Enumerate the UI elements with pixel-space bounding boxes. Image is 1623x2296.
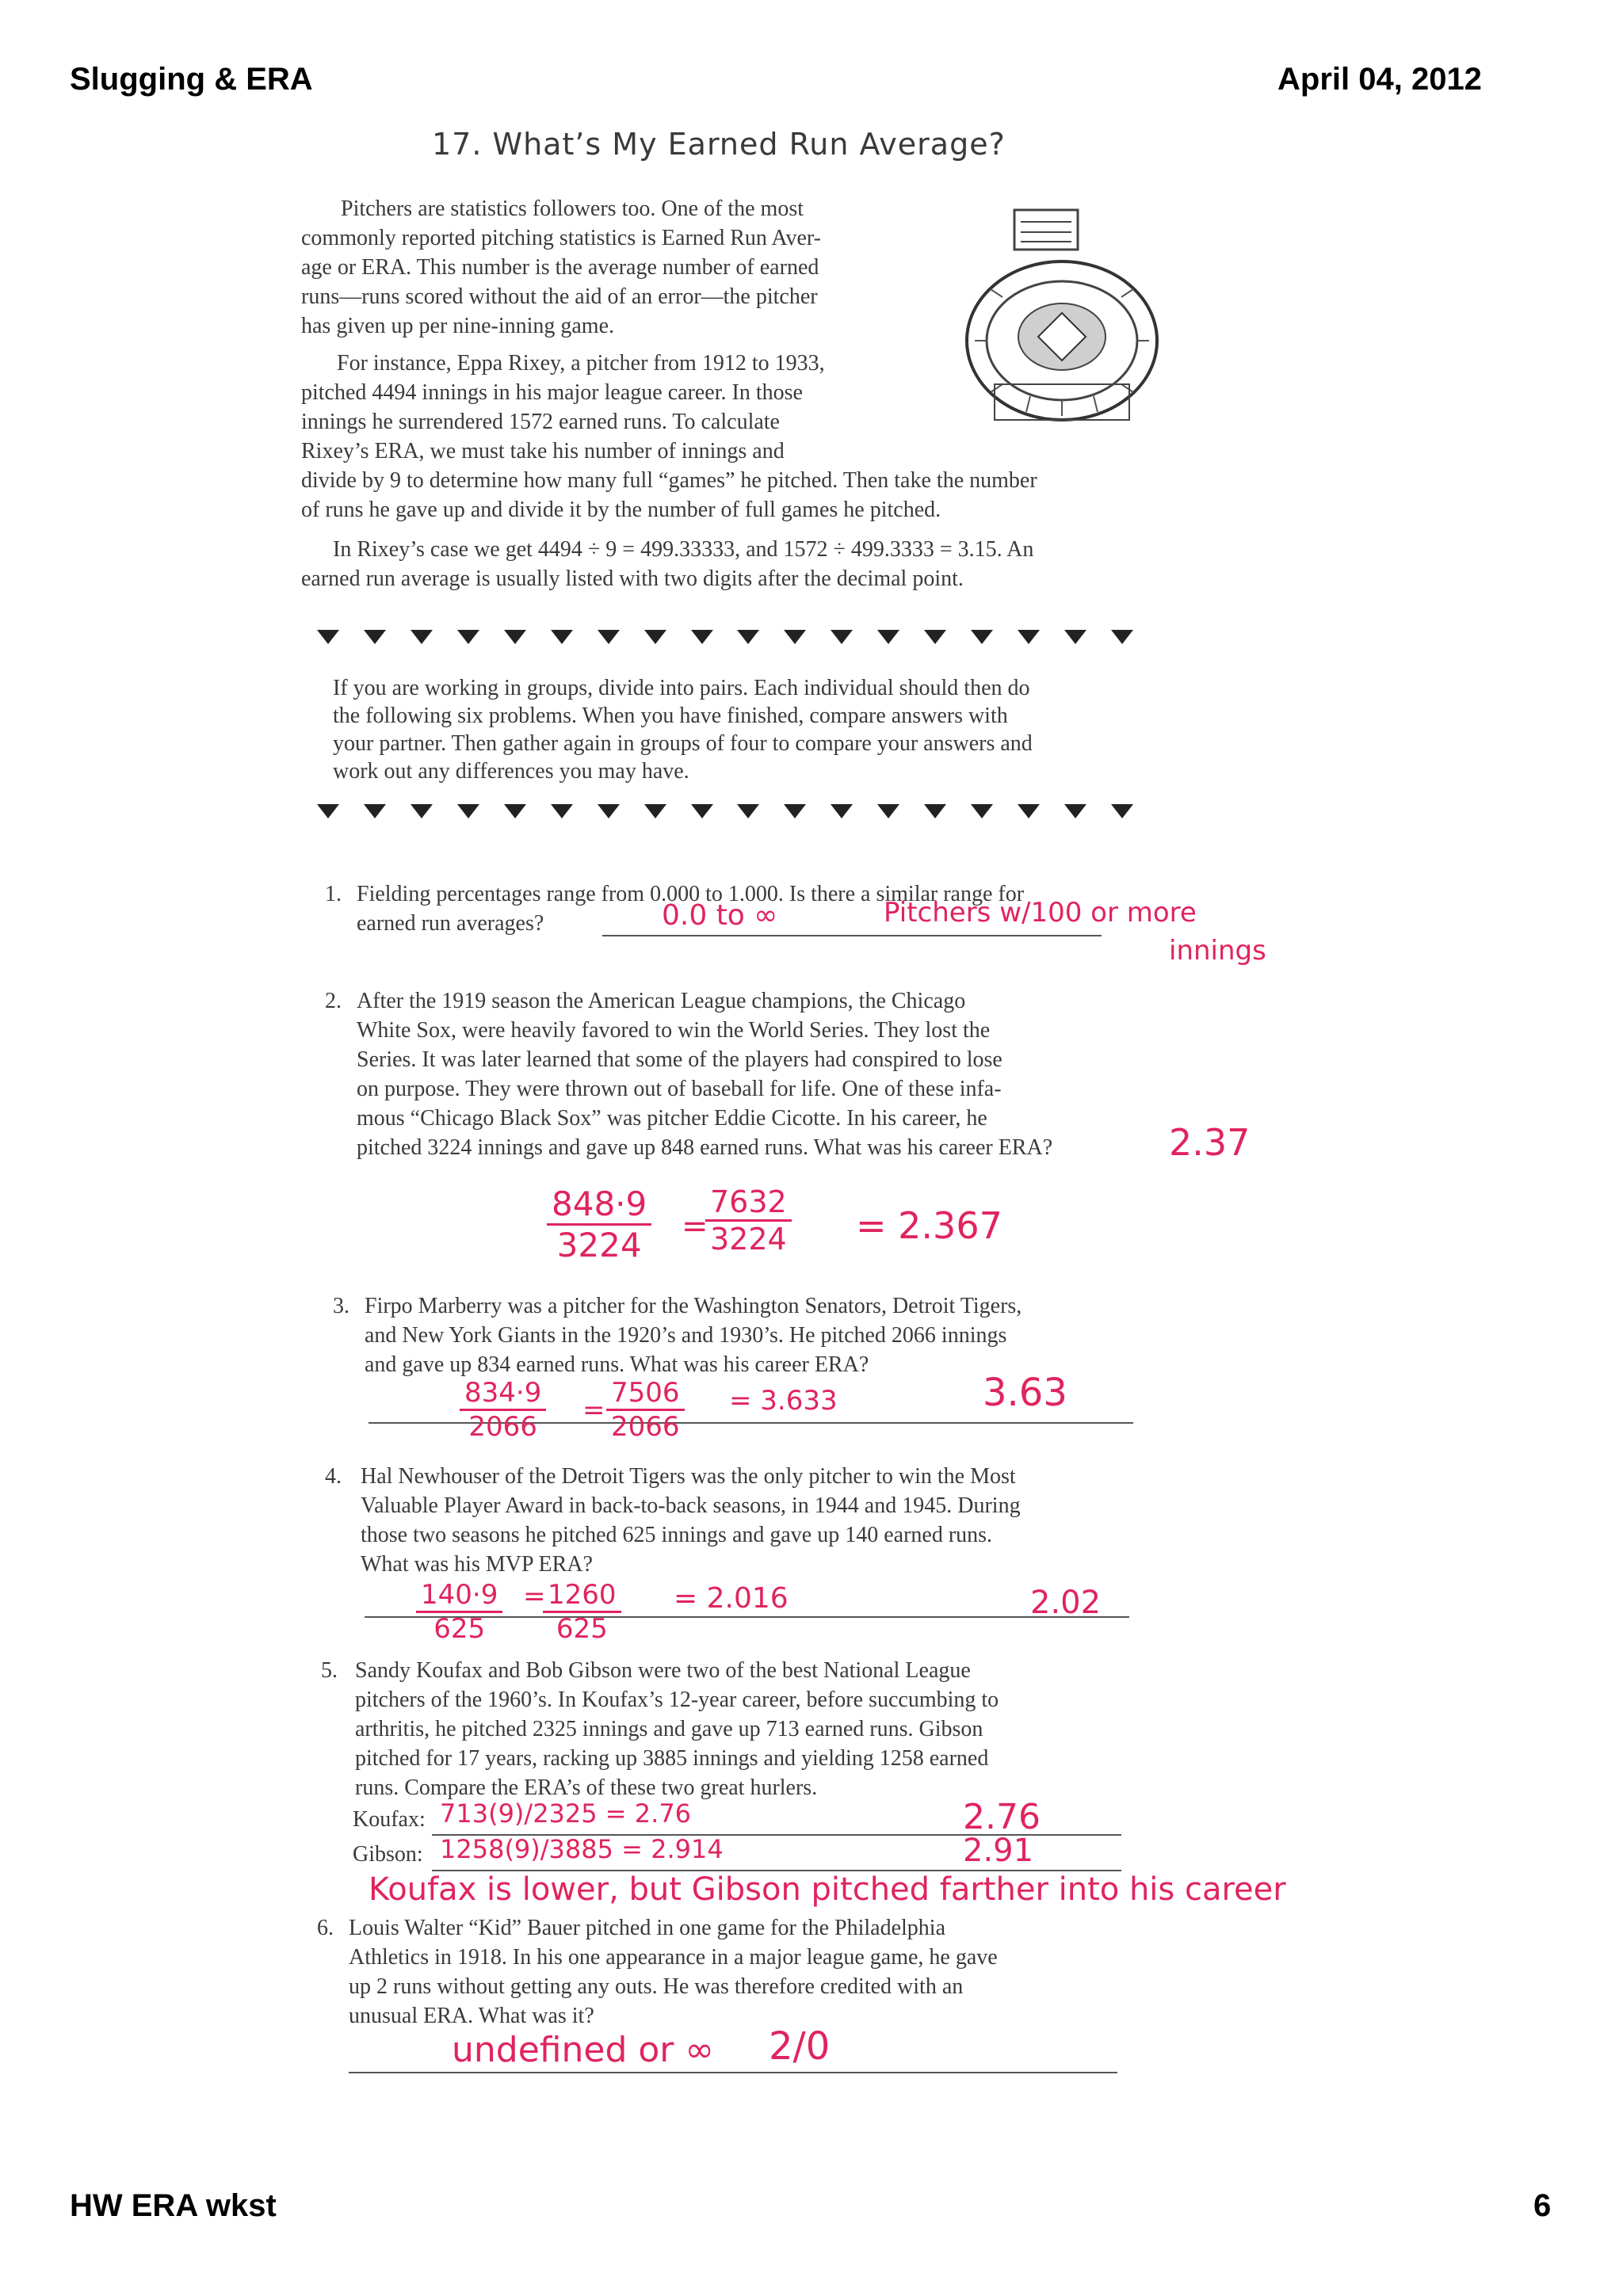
work-fraction xyxy=(705,1184,792,1257)
triangle-divider-bottom xyxy=(317,804,1133,818)
text-line: Pitchers are statistics followers too. One of the most xyxy=(341,196,804,221)
koufax-work: 713(9)/2325 = 2.76 xyxy=(440,1798,692,1829)
handwritten-answer: 3.63 xyxy=(983,1371,1067,1415)
text-line: What was his MVP ERA? xyxy=(361,1552,593,1577)
text-line: runs—runs scored without the aid of an error—the pitcher xyxy=(301,284,818,309)
fraction-numerator: 7632 xyxy=(705,1184,792,1222)
text-line: divide by 9 to determine how many full “games” he pitched. Then take the number xyxy=(301,468,1037,493)
equals-sign: = xyxy=(582,1394,605,1426)
fraction-numerator: 140·9 xyxy=(416,1579,502,1613)
work-fraction xyxy=(606,1377,685,1443)
text-line: Fielding percentages range from 0.000 to 1.000. Is there a similar range for xyxy=(357,882,1025,906)
text-line: mous “Chicago Black Sox” was pitcher Eddie Cicotte. In his career, he xyxy=(357,1106,987,1131)
handwritten-answer: 0.0 to ∞ xyxy=(662,899,778,932)
question-number: 5. xyxy=(321,1658,338,1683)
gibson-answer: 2.91 xyxy=(963,1833,1034,1869)
text-line: pitched 4494 innings in his major league career. In those xyxy=(301,380,803,405)
text-line: on purpose. They were thrown out of baseball for life. One of these infa- xyxy=(357,1077,1002,1101)
koufax-label: Koufax: xyxy=(353,1807,426,1832)
fraction-denominator: 2066 xyxy=(611,1411,680,1443)
handwritten-comparison: Koufax is lower, but Gibson pitched farther into his career xyxy=(369,1871,1286,1908)
handwritten-note: innings xyxy=(1169,935,1266,967)
text-line: In Rixey’s case we get 4494 ÷ 9 = 499.33333, and 1572 ÷ 499.3333 = 3.15. An xyxy=(333,537,1034,562)
equals-sign: = xyxy=(682,1208,708,1245)
text-line: up 2 runs without getting any outs. He was therefore credited with an xyxy=(349,1974,964,1999)
handwritten-result: = 3.633 xyxy=(729,1385,838,1417)
text-line: Hal Newhouser of the Detroit Tigers was the only pitcher to win the Most xyxy=(361,1464,1016,1489)
text-line: If you are working in groups, divide into pairs. Each individual should then do xyxy=(333,676,1030,700)
work-fraction xyxy=(543,1579,621,1645)
text-line: White Sox, were heavily favored to win the World Series. They lost the xyxy=(357,1018,991,1043)
text-line: runs. Compare the ERA’s of these two great hurlers. xyxy=(355,1775,818,1800)
text-line: Louis Walter “Kid” Bauer pitched in one game for the Philadelphia xyxy=(349,1916,945,1940)
question-number: 3. xyxy=(333,1294,349,1318)
koufax-answer: 2.76 xyxy=(963,1797,1041,1837)
text-line: and gave up 834 earned runs. What was his career ERA? xyxy=(365,1352,869,1377)
footer-left: HW ERA wkst xyxy=(70,2188,277,2223)
text-line: Athletics in 1918. In his one appearance in a major league game, he gave xyxy=(349,1945,998,1970)
text-line: earned run average is usually listed with two digits after the decimal point. xyxy=(301,566,964,591)
fraction-denominator: 2066 xyxy=(468,1411,537,1443)
handwritten-answer: undefined or ∞ xyxy=(452,2030,715,2070)
text-line: those two seasons he pitched 625 innings and gave up 140 earned runs. xyxy=(361,1523,993,1547)
work-fraction xyxy=(416,1579,502,1645)
text-line: After the 1919 season the American League champions, the Chicago xyxy=(357,989,966,1013)
text-line: work out any differences you may have. xyxy=(333,759,689,784)
text-line: Series. It was later learned that some of the players had conspired to lose xyxy=(357,1047,1002,1072)
text-line: For instance, Eppa Rixey, a pitcher from 1912 to 1933, xyxy=(337,351,825,376)
text-line: and New York Giants in the 1920’s and 1930’s. He pitched 2066 innings xyxy=(365,1323,1007,1348)
text-line: the following six problems. When you have finished, compare answers with xyxy=(333,704,1008,728)
handwritten-note: Pitchers w/100 or more xyxy=(884,897,1197,929)
handwritten-answer: 2.37 xyxy=(1169,1121,1251,1164)
text-line: innings he surrendered 1572 earned runs. To calculate xyxy=(301,410,780,434)
text-line: Valuable Player Award in back-to-back seasons, in 1944 and 1945. During xyxy=(361,1493,1021,1518)
text-line: of runs he gave up and divide it by the number of full games he pitched. xyxy=(301,498,941,522)
text-line: Firpo Marberry was a pitcher for the Washington Senators, Detroit Tigers, xyxy=(365,1294,1022,1318)
fraction-numerator: 7506 xyxy=(606,1377,685,1411)
answer-line xyxy=(349,2072,1117,2073)
fraction-denominator: 625 xyxy=(433,1613,486,1645)
text-line: unusual ERA. What was it? xyxy=(349,2004,594,2028)
header-left: Slugging & ERA xyxy=(70,62,313,97)
text-line: earned run averages? xyxy=(357,911,544,936)
fraction-numerator: 834·9 xyxy=(460,1377,546,1411)
handwritten-result: = 2.367 xyxy=(856,1204,1002,1247)
answer-line xyxy=(602,935,1102,936)
fraction-numerator: 1260 xyxy=(543,1579,621,1613)
question-number: 6. xyxy=(317,1916,334,1940)
text-line: your partner. Then gather again in groups of four to compare your answers and xyxy=(333,731,1033,756)
fraction-denominator: 625 xyxy=(556,1613,608,1645)
text-line: pitched for 17 years, racking up 3885 innings and yielding 1258 earned xyxy=(355,1746,989,1771)
work-fraction xyxy=(460,1377,546,1443)
footer-right: 6 xyxy=(1533,2188,1552,2223)
worksheet-title: 17. What’s My Earned Run Average? xyxy=(432,127,1006,162)
worksheet xyxy=(301,119,1331,2100)
gibson-work: 1258(9)/3885 = 2.914 xyxy=(440,1834,724,1864)
text-line: pitchers of the 1960’s. In Koufax’s 12-year career, before succumbing to xyxy=(355,1688,999,1712)
stadium-illustration xyxy=(959,202,1165,432)
text-line: Rixey’s ERA, we must take his number of innings and xyxy=(301,439,785,463)
fraction-denominator: 3224 xyxy=(556,1226,642,1264)
question-number: 4. xyxy=(325,1464,342,1489)
header-right: April 04, 2012 xyxy=(1277,62,1482,97)
text-line: arthritis, he pitched 2325 innings and gave up 713 earned runs. Gibson xyxy=(355,1717,983,1741)
text-line: has given up per nine-inning game. xyxy=(301,314,615,338)
triangle-divider-top xyxy=(317,630,1133,644)
question-number: 2. xyxy=(325,989,342,1013)
text-line: age or ERA. This number is the average number of earned xyxy=(301,255,819,280)
gibson-label: Gibson: xyxy=(353,1842,423,1867)
handwritten-result: = 2.016 xyxy=(674,1582,789,1615)
equals-sign: = xyxy=(523,1581,546,1612)
text-line: commonly reported pitching statistics is Earned Run Aver- xyxy=(301,226,822,250)
fraction-denominator: 3224 xyxy=(710,1222,787,1257)
work-fraction xyxy=(547,1184,651,1264)
handwritten-answer-2: 2/0 xyxy=(769,2024,831,2069)
fraction-numerator: 848·9 xyxy=(547,1184,651,1226)
text-line: Sandy Koufax and Bob Gibson were two of the best National League xyxy=(355,1658,971,1683)
text-line: pitched 3224 innings and gave up 848 earned runs. What was his career ERA? xyxy=(357,1135,1053,1160)
question-number: 1. xyxy=(325,882,342,906)
handwritten-answer: 2.02 xyxy=(1030,1585,1102,1621)
